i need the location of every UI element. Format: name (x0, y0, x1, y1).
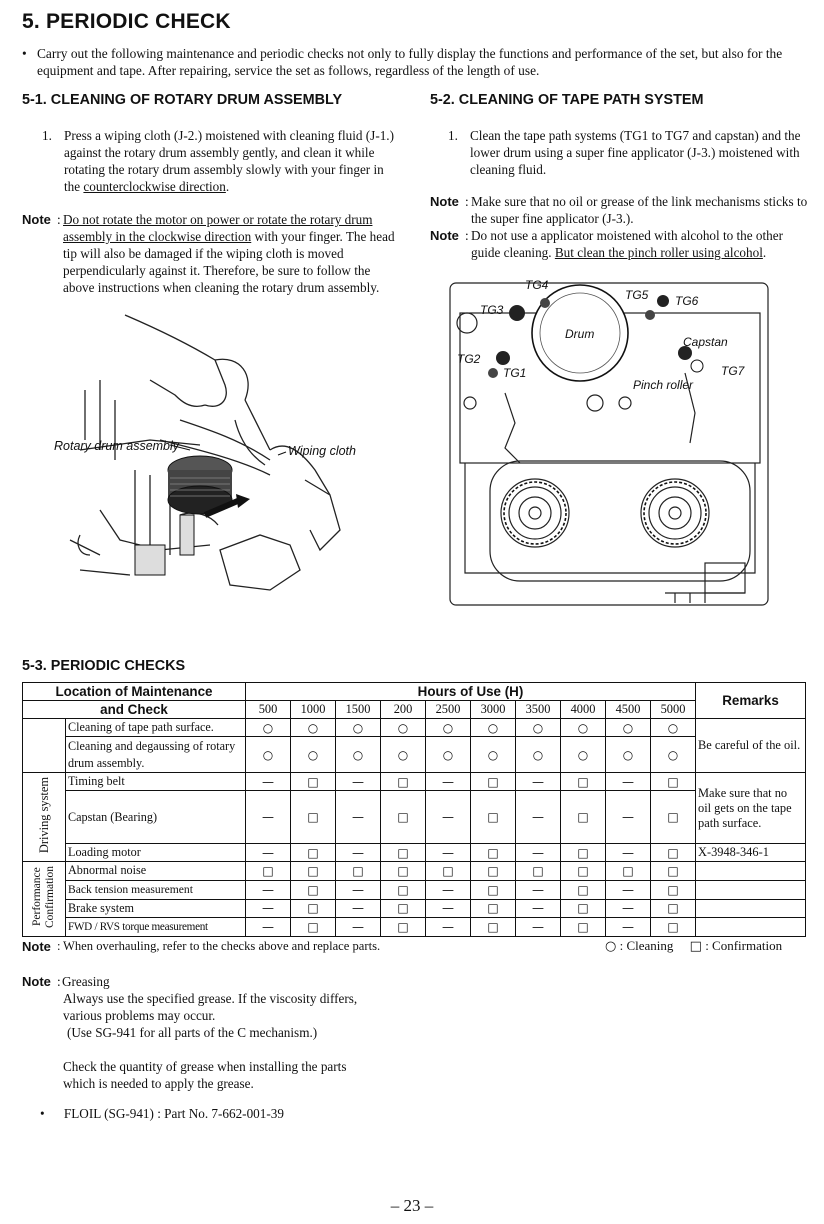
legend (605, 938, 782, 954)
label-capstan: Capstan (683, 335, 728, 349)
grease-item-text: FLOIL (SG-941) : Part No. 7-662-001-39 (63, 1106, 284, 1121)
row-item: Back tension measurement (66, 880, 246, 899)
grease-item (40, 1106, 284, 1122)
label-tg1: TG1 (503, 366, 527, 380)
row-item: Abnormal noise (66, 862, 246, 881)
header-row-2 (23, 701, 806, 719)
row-item: Capstan (Bearing) (66, 791, 246, 844)
table-row (23, 773, 806, 791)
note-text-b: . (762, 245, 767, 260)
remark-part-number: X-3948-346-1 (696, 844, 806, 862)
legend-confirmation: : Confirmation (705, 938, 783, 953)
mark: □ (561, 899, 606, 918)
step-text-b: . (225, 179, 230, 194)
mark: — (606, 880, 651, 899)
note-5-1 (22, 211, 398, 296)
table-row (23, 918, 806, 937)
hours-col: 4500 (606, 701, 651, 719)
mark: ○ (381, 719, 426, 737)
mark: — (516, 918, 561, 937)
mark: □ (471, 791, 516, 844)
mark: □ (381, 880, 426, 899)
mark: □ (381, 918, 426, 937)
mark: ○ (426, 737, 471, 773)
mark: ○ (426, 719, 471, 737)
mark: □ (381, 773, 426, 791)
row-item: Cleaning of tape path surface. (66, 719, 246, 737)
group-label: Performance Confirmation (31, 866, 56, 928)
mark: ○ (651, 719, 696, 737)
note-label: Note (22, 974, 51, 989)
mark: — (426, 918, 471, 937)
mark: ○ (561, 719, 606, 737)
mark: — (426, 899, 471, 918)
hours-col: 1000 (291, 701, 336, 719)
tape-path-mechanism-diagram (445, 273, 775, 610)
mark: ○ (471, 719, 516, 737)
mark: □ (471, 918, 516, 937)
rotary-drum-cleaning-illustration (40, 300, 415, 630)
note-label: Note (430, 194, 459, 209)
mark: ○ (291, 737, 336, 773)
mark: □ (471, 844, 516, 862)
note-text: Make sure that no oil or grease of the link mechanisms sticks to the super fine applicator (J-3.). (471, 194, 808, 226)
note-label: Note (430, 228, 459, 243)
mark: — (606, 918, 651, 937)
note-text-a: Do not use a applicator moistened with alcohol to the other guide cleaning. (471, 228, 784, 260)
mark: — (516, 773, 561, 791)
note-text (471, 227, 808, 261)
mark: — (426, 773, 471, 791)
step-text (64, 127, 396, 195)
mark: — (246, 918, 291, 937)
mark: — (336, 880, 381, 899)
col-remarks: Remarks (696, 683, 806, 719)
note-greasing (22, 973, 442, 1092)
mark: □ (471, 862, 516, 881)
col-location-line-1: Location of Maintenance (55, 684, 213, 699)
legend-cleaning: : Cleaning (619, 938, 674, 953)
mark: ○ (471, 737, 516, 773)
mark: □ (381, 844, 426, 862)
mark: — (246, 773, 291, 791)
mark: — (606, 791, 651, 844)
mark: ○ (381, 737, 426, 773)
circle-icon: ○ (605, 939, 617, 954)
note-line: Greasing (62, 974, 110, 989)
mark: □ (336, 862, 381, 881)
hours-col: 1500 (336, 701, 381, 719)
remark-tape-path: Make sure that no oil gets on the tape path surface. (696, 773, 806, 844)
intro-text: Carry out the following maintenance and periodic checks not only to fully display the functions and performance of the set, but also for the equipment and tape. After repairing, service the set as follows, regardless of the length of use. (37, 46, 783, 78)
mark: □ (561, 918, 606, 937)
table-row (23, 899, 806, 918)
mark: □ (651, 844, 696, 862)
mark: ○ (606, 719, 651, 737)
label-tg7: TG7 (721, 364, 745, 378)
mark: □ (471, 899, 516, 918)
mark: — (606, 773, 651, 791)
group-cell-empty (23, 719, 66, 773)
hours-col: 200 (381, 701, 426, 719)
remark-empty (696, 918, 806, 937)
label-wiping-cloth: Wiping cloth (288, 444, 356, 458)
step-number: 1. (42, 128, 52, 143)
mark: □ (246, 862, 291, 881)
mark: — (426, 844, 471, 862)
note-label: Note (22, 939, 51, 954)
mark: ○ (291, 719, 336, 737)
note-colon: : (57, 212, 61, 227)
row-item: Timing belt (66, 773, 246, 791)
mark: — (246, 791, 291, 844)
mark: □ (606, 862, 651, 881)
note-label: Note (22, 212, 51, 227)
label-pinch-roller: Pinch roller (633, 378, 694, 392)
mark: — (516, 844, 561, 862)
mark: □ (291, 899, 336, 918)
note-text-underlined: Do not rotate the motor on power or rotate the rotary drum assembly in the clockwise direction (63, 212, 373, 244)
label-tg5: TG5 (625, 288, 649, 302)
mark: □ (381, 862, 426, 881)
hours-col: 3500 (516, 701, 561, 719)
mark: — (246, 899, 291, 918)
mark: ○ (606, 737, 651, 773)
note-line: Always use the specified grease. If the viscosity differs, (63, 991, 358, 1006)
mark: □ (471, 773, 516, 791)
note-table (22, 938, 582, 955)
section-heading-5-3: 5-3. PERIODIC CHECKS (22, 658, 186, 674)
mark: □ (516, 862, 561, 881)
mark: □ (471, 880, 516, 899)
note-5-2-a (430, 193, 808, 227)
step-number: 1. (448, 128, 458, 143)
mark: — (606, 899, 651, 918)
mark: □ (426, 862, 471, 881)
mark: □ (291, 918, 336, 937)
remark-empty (696, 862, 806, 881)
step-text-underlined: counterclockwise direction (83, 179, 226, 194)
mark: □ (291, 791, 336, 844)
mark: ○ (336, 737, 381, 773)
note-text (63, 211, 398, 296)
section-heading-5-1: 5-1. CLEANING OF ROTARY DRUM ASSEMBLY (22, 92, 343, 108)
mark: — (336, 899, 381, 918)
row-item: FWD / RVS torque measurement (66, 918, 246, 937)
mark: — (426, 880, 471, 899)
row-item: Cleaning and degaussing of rotary drum assembly. (66, 737, 246, 773)
note-colon: : (465, 194, 469, 209)
periodic-checks-table (22, 682, 806, 937)
remark-oil: Be careful of the oil. (696, 719, 806, 773)
hours-col: 4000 (561, 701, 606, 719)
table-row (23, 719, 806, 737)
mark: ○ (516, 719, 561, 737)
section-heading-5-2: 5-2. CLEANING OF TAPE PATH SYSTEM (430, 92, 704, 108)
mark: — (516, 899, 561, 918)
mark: ○ (336, 719, 381, 737)
header-row-1 (23, 683, 806, 701)
note-colon: : (465, 228, 469, 243)
note-line: Check the quantity of grease when installing the parts (63, 1059, 347, 1074)
table-row (23, 880, 806, 899)
label-rotary-drum-assembly: Rotary drum assembly (54, 439, 180, 453)
mark: — (516, 791, 561, 844)
hours-col: 500 (246, 701, 291, 719)
mark: □ (291, 773, 336, 791)
note-colon: : (57, 974, 61, 989)
table-row (23, 791, 806, 844)
table-row (23, 737, 806, 773)
intro-paragraph (22, 45, 812, 79)
label-tg3: TG3 (480, 303, 504, 317)
note-text-rest: with your finger. The head tip will also be damaged if the wiping cloth is moved perpendicularly against it. Therefore, be sure to follow the above instructions when cleaning the rotary drum assembly. (63, 229, 395, 295)
label-tg6: TG6 (675, 294, 699, 308)
mark: □ (561, 791, 606, 844)
mark: ○ (561, 737, 606, 773)
mark: ○ (246, 719, 291, 737)
mark: □ (291, 844, 336, 862)
step-text: Clean the tape path systems (TG1 to TG7 and capstan) and the lower drum using a super fine applicator (J-3.) moistened with cleaning fluid. (470, 128, 801, 177)
hours-col: 3000 (471, 701, 516, 719)
bullet: • (22, 46, 27, 61)
page-title: 5. PERIODIC CHECK (22, 10, 231, 33)
mark: — (246, 844, 291, 862)
table-row (23, 844, 806, 862)
page-number: – 23 – (390, 1196, 434, 1215)
mark: □ (381, 899, 426, 918)
mark: ○ (516, 737, 561, 773)
mark: □ (651, 862, 696, 881)
step-5-2 (448, 127, 806, 178)
note-text: When overhauling, refer to the checks above and replace parts. (63, 939, 381, 953)
label-tg4: TG4 (525, 278, 549, 292)
label-tg2: TG2 (457, 352, 481, 366)
col-location (23, 683, 246, 701)
note-text (63, 973, 442, 1092)
mark: ○ (651, 737, 696, 773)
step-5-1 (42, 127, 396, 195)
note-text-underlined: But clean the pinch roller using alcohol (554, 245, 763, 260)
mark: □ (561, 880, 606, 899)
mark: □ (651, 791, 696, 844)
mark: — (606, 844, 651, 862)
mark: □ (651, 880, 696, 899)
mark: □ (651, 773, 696, 791)
group-performance-confirmation (23, 862, 66, 937)
hours-col: 2500 (426, 701, 471, 719)
mark: □ (381, 791, 426, 844)
mark: □ (561, 773, 606, 791)
mark: □ (651, 918, 696, 937)
square-icon: □ (689, 939, 702, 954)
mark: □ (561, 844, 606, 862)
mark: — (516, 880, 561, 899)
hours-col: 5000 (651, 701, 696, 719)
row-item: Loading motor (66, 844, 246, 862)
note-colon: : (57, 939, 61, 953)
remark-empty (696, 899, 806, 918)
label-drum: Drum (565, 327, 595, 341)
step-text-a: Press a wiping cloth (J-2.) moistened with cleaning fluid (J-1.) against the rotary drum assembly gently, and clean it while rotating the rotary drum assembly slowly with your finger in the (64, 128, 394, 194)
col-hours: Hours of Use (H) (246, 683, 696, 701)
remark-empty (696, 880, 806, 899)
note-line: various problems may occur. (63, 1008, 216, 1023)
mark: □ (291, 880, 336, 899)
col-location-2: and Check (23, 701, 246, 719)
mark: — (336, 791, 381, 844)
group-driving-system (23, 773, 66, 862)
spacer (63, 1041, 442, 1058)
note-line: (Use SG-941 for all parts of the C mechanism.) (67, 1025, 318, 1040)
note-line: which is needed to apply the grease. (63, 1076, 254, 1091)
mark: — (336, 773, 381, 791)
mark: — (426, 791, 471, 844)
mark: — (336, 844, 381, 862)
mark: ○ (246, 737, 291, 773)
mark: — (336, 918, 381, 937)
mark: □ (651, 899, 696, 918)
bullet: • (40, 1106, 45, 1121)
row-item: Brake system (66, 899, 246, 918)
mark: — (246, 880, 291, 899)
mark: □ (291, 862, 336, 881)
group-label: Driving system (36, 776, 51, 854)
table-row (23, 862, 806, 881)
note-5-2-b (430, 227, 808, 261)
mark: □ (561, 862, 606, 881)
